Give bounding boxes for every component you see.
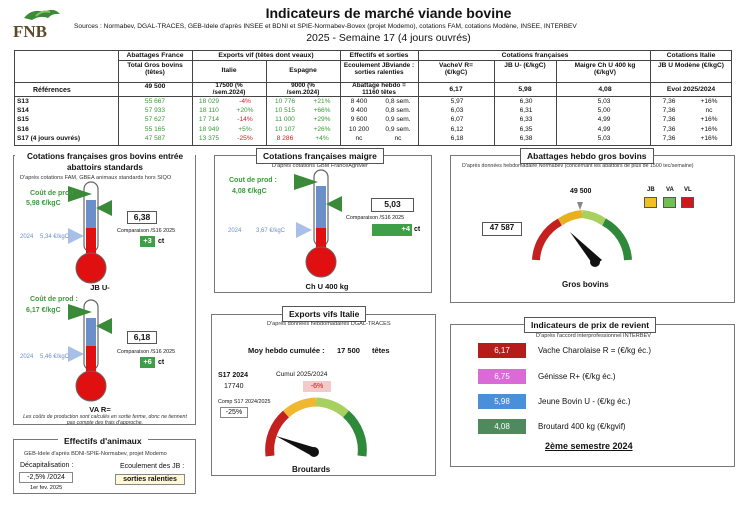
- jb-2024-value: 5,34 €/kgC: [40, 234, 70, 240]
- table-cell-it-pct: +5%: [238, 125, 252, 133]
- ref-abattage: 49 500: [144, 83, 166, 90]
- va-value: 6,18: [127, 331, 157, 344]
- maigre-comparison: Comparaison /S16 2025: [346, 215, 405, 221]
- table-cell-it-val: 13 375: [198, 134, 220, 142]
- table-cell-evol: +16%: [700, 134, 718, 142]
- table-cell-modene: 7,36: [662, 134, 676, 142]
- va-comparison: Comparaison /S16 2025: [117, 349, 176, 355]
- decap-label: Décapitalisation :: [20, 462, 74, 469]
- exports-source: D'après données hebdomadaires DGAL-TRACES: [267, 321, 391, 327]
- table-cell-it-val: 17 714: [198, 116, 220, 124]
- table-row: [15, 126, 731, 135]
- exports-title: Exports vifs Italie: [282, 306, 366, 322]
- decap-value: -2,5% /2024: [19, 472, 73, 483]
- legend-va-swatch: [663, 197, 676, 208]
- group-cotations-fr: Cotations françaises: [501, 52, 569, 59]
- table-cell-jb: 6,35: [519, 125, 533, 133]
- table-row: [15, 116, 731, 125]
- table-cell-evol: +16%: [700, 116, 718, 124]
- jb-delta: +3: [140, 236, 155, 247]
- table-cell-abattage: 55 165: [144, 125, 166, 133]
- table-cell-eff-val: nc: [355, 134, 363, 142]
- table-cell-abattage: 47 587: [144, 134, 166, 142]
- legend-jb-swatch: [644, 197, 657, 208]
- effectifs-source: GEB-Idele d'après BDNI-SPIE-Normabev, projet Modemo: [24, 451, 167, 457]
- table-cell-modene: 7,36: [662, 125, 676, 133]
- table-cell-jb: 6,30: [519, 98, 533, 105]
- table-cell-es-pct: +29%: [313, 116, 331, 124]
- legend-va: VA: [666, 187, 674, 193]
- table-cell-es-pct: +26%: [313, 125, 331, 133]
- table-cell-eff-sem: 0,9 sem.: [385, 125, 411, 133]
- ref-espagne: 9000 (% /sem.2024): [286, 82, 320, 96]
- table-row: [15, 107, 731, 116]
- table-row: [15, 98, 731, 107]
- table-cell-label: S14: [17, 107, 29, 115]
- jb-thermo-label: JB U-: [90, 283, 110, 292]
- table-cell-eff-val: 9 400: [350, 107, 368, 115]
- maigre-source: D'après cotations GBM FranceAgriMer: [272, 163, 368, 169]
- exports-moy-value: 17 500: [337, 346, 360, 355]
- table-cell-eff-sem: 0,8 sem.: [385, 107, 411, 115]
- group-exports: Exports vif (têtes dont veaux): [218, 52, 314, 59]
- exports-comp-label: Comp S17 2024/2025: [218, 399, 271, 405]
- col-header-espagne: Espagne: [289, 67, 317, 74]
- ecoulement-value: sorties ralenties: [115, 474, 185, 485]
- col-header-italie: Italie: [221, 67, 237, 74]
- col-header-modene: JB U Modène (€/kgC): [658, 62, 724, 69]
- legend-vl: VL: [684, 187, 692, 193]
- prix-label-genisse: Génisse R+ (€/kg éc.): [538, 372, 616, 381]
- thermometer-maigre-icon: [290, 168, 350, 286]
- table-cell-vache: 6,03: [450, 107, 464, 115]
- ref-maigre: 4,08: [598, 86, 612, 93]
- maigre-unit: ct: [414, 226, 421, 233]
- maigre-delta: +4: [372, 224, 412, 236]
- table-cell-eff-val: 8 400: [350, 98, 368, 105]
- ref-label: Références: [33, 87, 71, 94]
- col-header-jb: JB U- (€/kgC): [504, 62, 546, 69]
- gros-bovins-source: D'après cotations FAM, GBEA animaux standards hors SIQO: [20, 175, 172, 181]
- sources-text: Sources : Normabev, DGAL-TRACES, GEB-Idele d'après INSEE et BDNI et SPIE-Normabev-Bovex (projet Modemo), cotations FAM, cotations Modène, INSEE, INTERBEV: [74, 23, 577, 30]
- abattages-gauge-icon: [520, 190, 640, 275]
- col-header-maigre: Maigre Ch U 400 kg (€/kgV): [574, 62, 636, 76]
- prix-value-jb: 5,98: [478, 394, 526, 409]
- abattages-gauge-label: Gros bovins: [562, 280, 609, 289]
- table-row: [15, 135, 731, 144]
- va-delta: +6: [140, 357, 155, 368]
- jb-value: 6,38: [127, 211, 157, 224]
- maigre-cout-value: 4,08 €/kgC: [232, 188, 267, 195]
- va-thermo-label: VA R=: [89, 405, 111, 414]
- prix-value-broutard: 4,08: [478, 419, 526, 434]
- va-cout-label: Coût de prod :: [30, 296, 78, 303]
- table-cell-it-val: 18 110: [199, 107, 219, 115]
- logo-text: FNB: [13, 22, 47, 41]
- week-subtitle: 2025 - Semaine 17 (4 jours ouvrés): [306, 32, 471, 44]
- exports-cumul-label: Cumul 2025/2024: [276, 371, 328, 378]
- effectifs-date: 1er fev. 2025: [30, 485, 63, 491]
- table-cell-vache: 6,18: [450, 134, 464, 142]
- jb-comparison: Comparaison /S16 2025: [117, 228, 176, 234]
- jb-unit: ct: [158, 238, 165, 245]
- prix-value-genisse: 6,75: [478, 369, 526, 384]
- broutards-gauge-icon: [256, 384, 376, 466]
- group-abattages: Abattages France: [126, 52, 184, 59]
- table-cell-it-pct: +20%: [236, 107, 254, 115]
- ref-vache: 6,17: [449, 86, 463, 93]
- va-cout-value: 6,17 €/kgC: [26, 307, 61, 314]
- table-cell-modene: 7,36: [662, 107, 676, 115]
- thermometer-va-icon: [60, 298, 120, 408]
- table-cell-modene: 7,36: [662, 98, 676, 105]
- gros-bovins-title: Cotations françaises gros bovins entrée abattoirs standards: [15, 151, 195, 173]
- table-cell-es-pct: +66%: [313, 107, 331, 115]
- table-cell-evol: +16%: [700, 98, 718, 105]
- table-cell-eff-sem: nc: [394, 134, 402, 142]
- prix-footer: 2ème semestre 2024: [545, 441, 633, 451]
- prix-label-jb: Jeune Bovin U - (€/kg éc.): [538, 397, 631, 406]
- col-header-vache: VacheV R= (€/kgC): [439, 62, 473, 76]
- table-cell-jb: 6,33: [519, 116, 533, 124]
- table-cell-label: S13: [17, 98, 29, 105]
- legend-vl-swatch: [681, 197, 694, 208]
- table-cell-label: S15: [17, 116, 29, 124]
- col-header-ecoulement: Ecoulement JBviande : sorties ralenties: [343, 62, 415, 76]
- ref-italie: 17500 (% /sem.2024): [212, 82, 246, 96]
- exports-comp-value: -25%: [220, 407, 248, 418]
- prix-source: D'après l'accord interprofessionnel INTERBEV: [536, 333, 651, 339]
- table-cell-es-pct: +4%: [315, 134, 329, 142]
- va-2024-label: 2024: [20, 354, 34, 360]
- table-cell-modene: 7,36: [662, 116, 676, 124]
- table-cell-vache: 5,97: [450, 98, 464, 105]
- table-cell-jb: 6,31: [519, 107, 533, 115]
- table-cell-it-val: 18 029: [198, 98, 220, 105]
- table-cell-vache: 6,07: [450, 116, 464, 124]
- jb-cout-label: Coût de prod :: [30, 190, 78, 197]
- table-cell-abattage: 57 627: [144, 116, 166, 124]
- table-cell-it-pct: -14%: [237, 116, 253, 124]
- ref-modene: Evol 2025/2024: [666, 86, 716, 93]
- prix-title: Indicateurs de prix de revient: [524, 317, 656, 333]
- table-cell-es-val: 10 515: [274, 107, 296, 115]
- prix-label-broutard: Broutard 400 kg (€/kgvif): [538, 422, 626, 431]
- table-cell-es-val: 8 286: [276, 134, 294, 142]
- table-cell-es-val: 11 000: [275, 116, 295, 124]
- cost-note: Les coûts de production sont calculés en sortie ferme, donc ne tiennent pas compte des frais d'approche.: [23, 414, 187, 426]
- exports-moy-unit: têtes: [372, 346, 390, 355]
- abattages-value: 47 587: [482, 222, 522, 236]
- exports-s17-value: 17740: [224, 383, 244, 390]
- table-cell-evol: +16%: [700, 125, 718, 133]
- prix-label-vache: Vache Charolaise R = (€/kg éc.): [538, 346, 652, 355]
- table-cell-maigre: 5,03: [597, 98, 611, 105]
- ref-jb: 5,98: [518, 86, 532, 93]
- exports-cumul-value: -6%: [303, 381, 331, 392]
- table-cell-abattage: 55 667: [144, 98, 166, 105]
- page-title: Indicateurs de marché viande bovine: [265, 5, 512, 21]
- table-cell-vache: 6,12: [450, 125, 464, 133]
- table-cell-abattage: 57 933: [144, 107, 166, 115]
- prix-value-vache: 6,17: [478, 343, 526, 358]
- table-cell-eff-sem: 0,9 sem.: [385, 116, 411, 124]
- ecoulement-label: Ecoulement des JB :: [120, 463, 185, 470]
- table-cell-maigre: 4,99: [597, 125, 611, 133]
- broutards-label: Broutards: [292, 465, 331, 474]
- table-cell-jb: 6,38: [519, 134, 533, 142]
- jb-2024-label: 2024: [20, 234, 34, 240]
- table-cell-maigre: 5,00: [597, 107, 611, 115]
- table-cell-it-val: 18 949: [198, 125, 220, 133]
- abattages-ref: 49 500: [570, 188, 592, 195]
- effectifs-title: Effectifs d'animaux: [58, 435, 148, 447]
- ref-effectifs: Abattage hebdo = 11160 têtes: [352, 82, 406, 96]
- abattages-title: Abattages hebdo gros bovins: [520, 148, 654, 164]
- table-cell-maigre: 4,99: [597, 116, 611, 124]
- maigre-cout-label: Cout de prod :: [229, 177, 277, 184]
- maigre-title: Cotations françaises maigre: [256, 148, 384, 164]
- va-unit: ct: [158, 359, 165, 366]
- col-header-abattage: Total Gros bovins (têtes): [127, 62, 183, 76]
- table-cell-label: S17 (4 jours ouvrés): [17, 134, 81, 142]
- legend-jb: JB: [647, 187, 655, 193]
- table-cell-es-val: 10 107: [274, 125, 296, 133]
- maigre-2024-label: 2024: [228, 228, 242, 234]
- va-2024-value: 5,46 €/kgC: [40, 354, 70, 360]
- group-effectifs: Effectifs et sorties: [349, 52, 409, 59]
- table-cell-eff-val: 9 600: [350, 116, 368, 124]
- jb-cout-value: 5,98 €/kgC: [26, 200, 61, 207]
- exports-moy-label: Moy hebdo cumulée :: [248, 346, 325, 355]
- table-cell-es-val: 10 776: [274, 98, 296, 105]
- table-cell-it-pct: -25%: [237, 134, 253, 142]
- abattages-source: D'après données hebdomadaire Normabev (concernant les abattoirs de plus de 1500 tec/semaine): [462, 163, 694, 169]
- table-cell-label: S16: [17, 125, 29, 133]
- table-cell-es-pct: +21%: [313, 98, 331, 105]
- exports-s17-label: S17 2024: [218, 372, 248, 379]
- maigre-2024-value: 3,67 €/kgC: [256, 228, 286, 234]
- group-cotations-it: Cotations Italie: [666, 52, 716, 59]
- table-cell-eff-sem: 0,8 sem.: [385, 98, 411, 105]
- maigre-thermo-label: Ch U 400 kg: [305, 282, 349, 291]
- table-cell-evol: nc: [705, 107, 713, 115]
- table-cell-eff-val: 10 200: [348, 125, 370, 133]
- table-cell-maigre: 5,03: [597, 134, 611, 142]
- maigre-value: 5,03: [371, 198, 414, 212]
- table-cell-it-pct: -4%: [239, 98, 251, 105]
